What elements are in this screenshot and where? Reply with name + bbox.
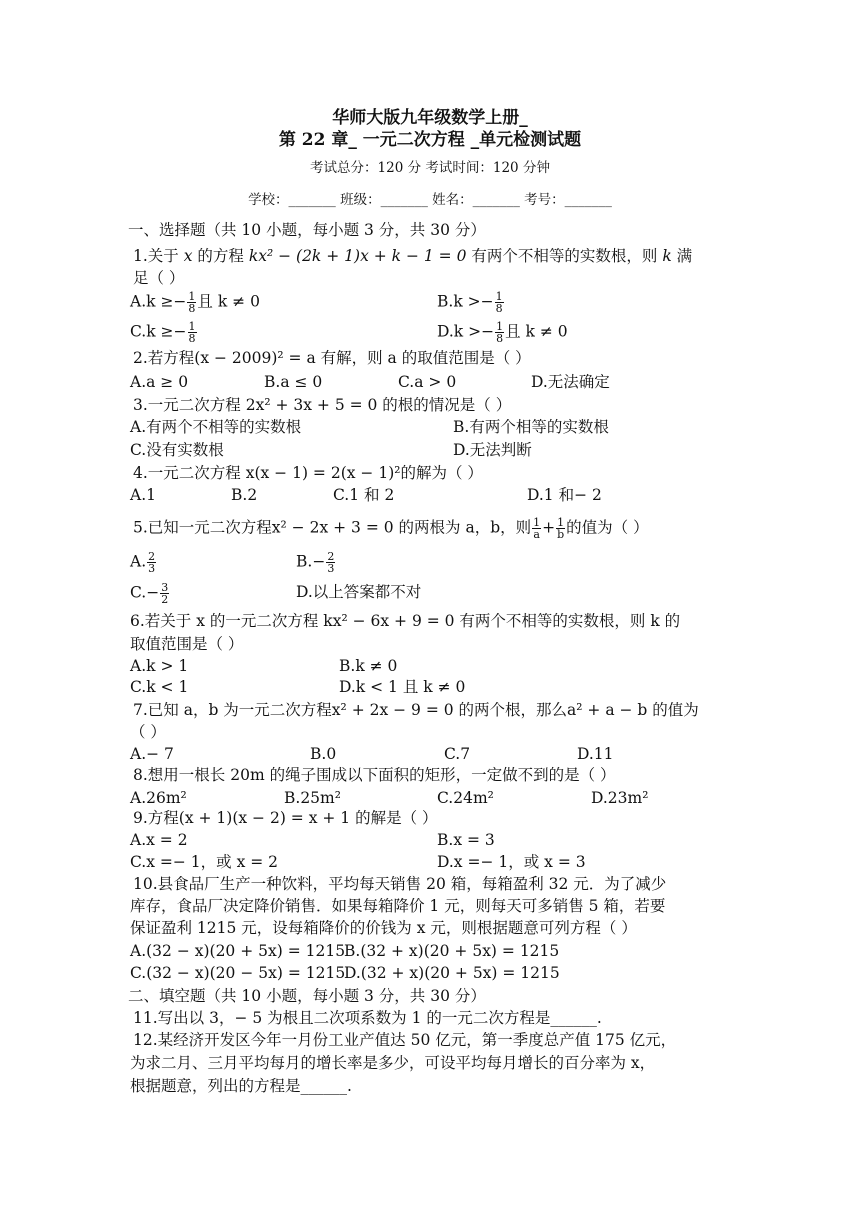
- frac-num: 1: [496, 320, 504, 333]
- frac-den: a: [533, 528, 540, 541]
- frac-den: 8: [188, 332, 196, 345]
- q9-option-b: B.x = 3: [437, 831, 495, 849]
- q12-stem-line2: 为求二月、三月平均每月的增长率是多少，可设平均每月增长的百分率为 x，: [130, 1054, 656, 1072]
- q1-stem-part: 有两个不相等的实数根，则: [466, 247, 663, 265]
- q5-option-c-text: C.−: [130, 583, 160, 602]
- q10-option-c: C.(32 − x)(20 − 5x) = 1215: [130, 964, 346, 982]
- frac-num: 3: [161, 581, 169, 594]
- q5-option-c: [130, 582, 170, 605]
- q1-stem-line2: 足（ ）: [133, 269, 185, 287]
- frac-den: 3: [327, 562, 335, 575]
- q3-option-a: A.有两个不相等的实数根: [130, 418, 302, 436]
- q5-option-a-text: A.: [130, 552, 147, 571]
- student-info: 学校：_______ 班级：_______ 姓名：_______ 考号：_______: [248, 192, 612, 208]
- q1-option-a-tail: 且 k ≠ 0: [197, 292, 260, 311]
- q4-stem: 4.一元二次方程 x(x − 1) = 2(x − 1)²的解为（ ）: [133, 464, 483, 482]
- q3-stem: 3.一元二次方程 2x² + 3x + 5 = 0 的根的情况是（ ）: [133, 396, 512, 414]
- q6-option-a: A.k > 1: [130, 657, 189, 675]
- q12-stem-line1: 12.某经济开发区今年一月份工业产值达 50 亿元，第一季度总产值 175 亿元，: [133, 1031, 677, 1049]
- q2-option-d: D.无法确定: [531, 373, 610, 391]
- q1-equation: kx² − (2k + 1)x + k − 1 = 0: [248, 247, 467, 265]
- q1-option-a: [130, 291, 260, 314]
- q10-stem-line1: 10.县食品厂生产一种饮料，平均每天销售 20 箱，每箱盈利 32 元．为了减少: [133, 875, 667, 893]
- q6-stem-line2: 取值范围是（ ）: [130, 635, 244, 653]
- q5-frac-a: [147, 551, 156, 574]
- q10-stem-line3: 保证盈利 1215 元，设每箱降价的价钱为 x 元，则根据题意可列方程（ ）: [130, 919, 637, 937]
- q2-option-a: A.a ≥ 0: [130, 373, 189, 391]
- q9-option-c: C.x =− 1，或 x = 2: [130, 853, 279, 871]
- q1-option-c: [130, 321, 198, 344]
- frac-num: 1: [495, 290, 503, 303]
- q5-stem: [133, 517, 649, 540]
- exam-meta: 考试总分：120 分 考试时间：120 分钟: [310, 160, 550, 176]
- q11-stem: 11.写出以 3，− 5 为根且二次项系数为 1 的一元二次方程是______.: [133, 1009, 602, 1027]
- q10-option-b: B.(32 + x)(20 + 5x) = 1215: [344, 942, 560, 960]
- frac-den: 2: [161, 593, 169, 606]
- q1-option-c-text: C.k ≥−: [130, 322, 187, 341]
- title-line-2: 第 22 章_ 一元二次方程 _单元检测试题: [278, 130, 582, 150]
- title-line-1: 华师大版九年级数学上册_: [332, 108, 528, 128]
- q1-stem-part: 满: [671, 247, 693, 265]
- q3-option-d: D.无法判断: [453, 441, 532, 459]
- q7-option-b: B.0: [310, 745, 337, 763]
- q9-option-a: A.x = 2: [130, 831, 188, 849]
- q5-option-a: [130, 551, 157, 574]
- frac-den: 8: [188, 302, 196, 315]
- q8-stem: 8.想用一根长 20m 的绳子围成以下面积的矩形，一定做不到的是（ ）: [133, 766, 616, 784]
- q5-option-d: D.以上答案都不对: [296, 583, 422, 601]
- q1-option-d-text: D.k >−: [437, 322, 495, 341]
- q1-frac: [495, 291, 504, 314]
- q1-option-d-tail: 且 k ≠ 0: [505, 322, 568, 341]
- q10-option-d: D.(32 + x)(20 + 5x) = 1215: [344, 964, 560, 982]
- q7-option-c: C.7: [444, 745, 471, 763]
- q3-option-c: C.没有实数根: [130, 441, 224, 459]
- frac-num: 1: [188, 290, 196, 303]
- q8-option-d: D.23m²: [591, 789, 649, 807]
- q5-option-b: [296, 551, 336, 574]
- q1-stem-part: 的方程: [192, 247, 249, 265]
- q5-stem-part: 5.已知一元二次方程x² − 2x + 3 = 0 的两根为 a，b，则: [133, 518, 532, 537]
- q6-stem-line1: 6.若关于 x 的一元二次方程 kx² − 6x + 9 = 0 有两个不相等的实数根，则 k 的: [130, 612, 681, 630]
- q7-stem-line2: （ ）: [130, 723, 166, 741]
- q6-option-c: C.k < 1: [130, 678, 189, 696]
- q1-option-b: [437, 291, 505, 314]
- frac-den: 3: [148, 562, 156, 575]
- q2-stem: 2.若方程(x − 2009)² = a 有解，则 a 的取值范围是（ ）: [133, 349, 531, 367]
- q12-stem-line3: 根据题意，列出的方程是______.: [130, 1077, 352, 1095]
- q6-option-d: D.k < 1 且 k ≠ 0: [339, 678, 466, 696]
- frac-num: 2: [327, 550, 335, 563]
- q9-stem: 9.方程(x + 1)(x − 2) = x + 1 的解是（ ）: [133, 809, 438, 827]
- q1-frac: [187, 291, 196, 314]
- q1-stem: [133, 246, 692, 266]
- choice-section-heading: 一、选择题（共 10 小题，每小题 3 分，共 30 分）: [128, 221, 486, 239]
- frac-num: 2: [148, 550, 156, 563]
- frac-num: 1: [557, 516, 565, 529]
- q8-option-c: C.24m²: [437, 789, 494, 807]
- q5-plus: +: [542, 518, 556, 537]
- q1-option-d: [437, 321, 568, 344]
- q4-option-a: A.1: [130, 486, 156, 504]
- q8-option-b: B.25m²: [284, 789, 341, 807]
- q1-stem-part: 1.关于: [133, 247, 184, 265]
- q2-option-b: B.a ≤ 0: [264, 373, 323, 391]
- q1-frac: [188, 321, 197, 344]
- q1-option-b-text: B.k >−: [437, 292, 494, 311]
- q1-var-k: k: [662, 247, 672, 265]
- q7-option-d: D.11: [577, 745, 614, 763]
- q5-frac-1a: [532, 517, 541, 540]
- q6-option-b: B.k ≠ 0: [339, 657, 398, 675]
- q5-frac-1b: [556, 517, 565, 540]
- q5-stem-part: 的值为（ ）: [566, 518, 649, 537]
- q1-frac: [495, 321, 504, 344]
- q9-option-d: D.x =− 1，或 x = 3: [437, 853, 586, 871]
- q10-option-a: A.(32 − x)(20 + 5x) = 1215: [130, 942, 346, 960]
- q7-stem-line1: 7.已知 a，b 为一元二次方程x² + 2x − 9 = 0 的两个根，那么a² + a − b 的值为: [133, 701, 699, 719]
- q2-option-c: C.a > 0: [398, 373, 457, 391]
- q10-stem-line2: 库存，食品厂决定降价销售．如果每箱降价 1 元，则每天可多销售 5 箱，若要: [130, 897, 666, 915]
- q8-option-a: A.26m²: [130, 789, 187, 807]
- q5-option-b-text: B.−: [296, 552, 326, 571]
- q5-frac-c: [160, 582, 169, 605]
- q4-option-d: D.1 和− 2: [527, 486, 602, 504]
- frac-num: 1: [188, 320, 196, 333]
- frac-num: 1: [533, 516, 541, 529]
- q1-var-x: x: [183, 247, 193, 265]
- q5-frac-b: [326, 551, 335, 574]
- q4-option-c: C.1 和 2: [333, 486, 395, 504]
- q3-option-b: B.有两个相等的实数根: [453, 418, 609, 436]
- frac-den: b: [557, 528, 565, 541]
- frac-den: 8: [496, 332, 504, 345]
- q4-option-b: B.2: [231, 486, 258, 504]
- q7-option-a: A.− 7: [130, 745, 174, 763]
- q1-option-a-text: A.k ≥−: [130, 292, 187, 311]
- frac-den: 8: [495, 302, 503, 315]
- fill-section-heading: 二、填空题（共 10 小题，每小题 3 分，共 30 分）: [128, 987, 486, 1005]
